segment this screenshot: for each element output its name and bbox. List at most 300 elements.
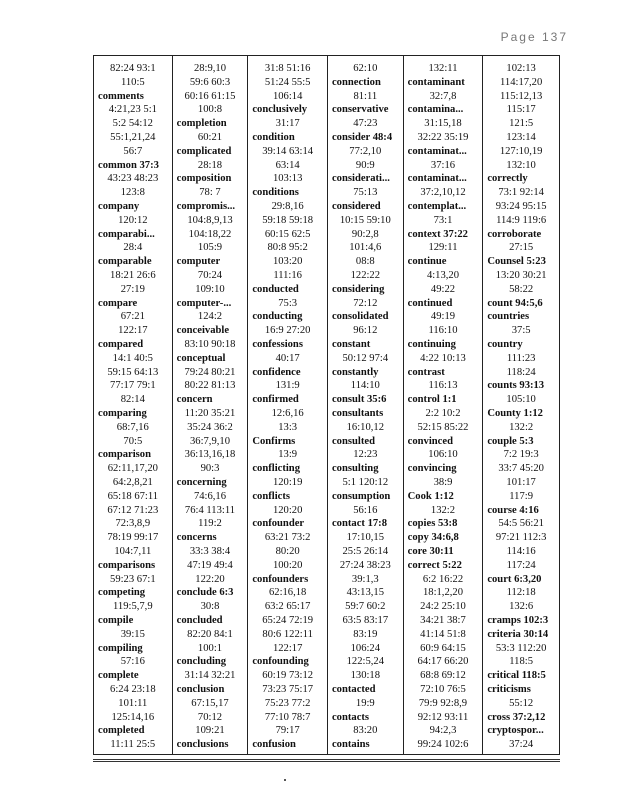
index-term: confidence — [252, 366, 301, 378]
index-term: contemplat... — [407, 201, 467, 212]
index-reference: 60:9 64:15 — [420, 642, 466, 654]
index-term: County 1:12 — [487, 408, 543, 419]
index-reference: 90:9 — [355, 159, 375, 171]
index-term: conclusion — [176, 684, 225, 695]
index-reference: 80:8 95:2 — [267, 242, 308, 254]
index-reference: 68:7,16 — [116, 421, 149, 433]
index-reference: 32:7,8 — [429, 90, 457, 102]
index-reference: 31:8 51:16 — [264, 63, 311, 74]
index-term: consulting — [331, 463, 379, 475]
index-column-5 — [404, 56, 484, 754]
index-term: contacted — [331, 684, 376, 695]
index-reference: 68:8 69:12 — [420, 670, 466, 682]
index-term: conditions — [252, 187, 299, 199]
index-term: contains — [331, 739, 370, 751]
index-term: criteria 30:14 — [487, 628, 549, 640]
index-reference: 82:14 — [120, 394, 145, 406]
index-term: confounding — [252, 656, 309, 668]
index-term: conceptual — [176, 352, 226, 364]
index-term: comparable — [98, 256, 152, 268]
index-reference: 6:2 16:22 — [422, 573, 464, 585]
index-term: complete — [98, 670, 139, 682]
index-reference: 78:19 99:17 — [107, 532, 159, 544]
index-reference: 96:12 — [353, 325, 378, 337]
index-reference: 28:18 — [197, 159, 223, 171]
index-reference: 11:20 35:21 — [184, 408, 236, 419]
index-reference: 130:18 — [350, 670, 381, 682]
index-reference: 28:9,10 — [193, 63, 227, 74]
index-column-2 — [173, 56, 249, 754]
scan-speck — [284, 779, 286, 781]
index-reference: 7:2 19:3 — [503, 449, 539, 461]
index-term: couple 5:3 — [487, 435, 534, 447]
index-term: contacts — [331, 711, 370, 723]
index-reference: 75:3 — [278, 297, 298, 309]
index-reference: 33:7 45:20 — [498, 463, 544, 475]
index-term: countries — [487, 311, 530, 323]
index-term: computer — [176, 256, 221, 268]
index-term: cryptospor... — [487, 725, 544, 737]
index-term: comparisons — [98, 559, 156, 571]
index-reference: 27:24 38:23 — [339, 559, 391, 571]
index-reference: 101:11 — [118, 697, 148, 709]
index-reference: 94:2,3 — [429, 725, 457, 737]
index-reference: 49:19 — [430, 311, 456, 323]
index-term: comparison — [98, 449, 151, 461]
index-reference: 117:24 — [506, 559, 536, 571]
index-term: constant — [331, 339, 371, 350]
index-reference: 65:24 72:19 — [262, 615, 314, 626]
index-reference: 67:12 71:23 — [107, 504, 159, 516]
index-reference: 47:19 49:4 — [187, 559, 233, 571]
index-reference: 56:7 — [123, 145, 143, 157]
index-term: country — [487, 339, 523, 350]
index-reference: 97:21 112:3 — [495, 532, 547, 544]
index-reference: 104:18,22 — [188, 228, 232, 240]
index-reference: 33:3 38:4 — [189, 546, 231, 557]
index-term: confounder — [252, 518, 305, 530]
index-reference: 100:20 — [272, 559, 303, 571]
index-reference: 13:9 — [278, 449, 298, 461]
index-reference: 4:13,20 — [426, 270, 460, 281]
index-reference: 115:12,13 — [500, 90, 543, 102]
index-reference: 100:8 — [197, 104, 223, 116]
index-reference: 57:16 — [120, 656, 145, 668]
index-reference: 19:9 — [355, 697, 375, 709]
index-reference: 70:5 — [123, 435, 143, 447]
index-reference: 106:24 — [350, 642, 381, 654]
index-term: contrast — [407, 366, 445, 378]
index-reference: 102:13 — [506, 63, 536, 74]
index-term: complicated — [176, 145, 232, 157]
index-reference: 08:8 — [355, 256, 375, 268]
index-reference: 25:5 26:14 — [342, 546, 389, 557]
index-reference: 90:2,8 — [351, 228, 379, 240]
index-reference: 67:21 — [120, 311, 145, 323]
index-reference: 77:17 79:1 — [110, 380, 156, 392]
index-term: counts 93:13 — [487, 380, 545, 392]
index-reference: 72:12 — [353, 297, 378, 309]
index-term: consult 35:6 — [331, 394, 387, 406]
index-reference: 73:23 75:17 — [262, 684, 314, 695]
index-reference: 18:1,2,20 — [422, 587, 463, 599]
index-reference: 117:9 — [509, 490, 534, 502]
index-reference: 116:13 — [428, 380, 458, 392]
index-reference: 70:24 — [197, 270, 223, 281]
index-term: count 94:5,6 — [487, 297, 543, 309]
index-term: competing — [98, 587, 146, 599]
index-reference: 132:11 — [428, 63, 458, 74]
index-term: connection — [331, 76, 381, 88]
index-term: consumption — [331, 490, 391, 502]
index-reference: 36:13,16,18 — [184, 449, 236, 461]
index-reference: 119:5,7,9 — [113, 601, 153, 613]
index-reference: 17:10,15 — [346, 532, 384, 544]
index-term: considering — [331, 283, 385, 295]
index-reference: 76:4 113:11 — [184, 504, 236, 516]
index-reference: 13:3 — [278, 421, 298, 433]
index-term: copies 53:8 — [407, 518, 458, 530]
index-term: continue — [407, 256, 447, 268]
index-reference: 80:20 — [275, 546, 300, 557]
index-reference: 55:1,21,24 — [110, 132, 156, 143]
index-reference: 92:12 93:11 — [417, 711, 469, 723]
index-reference: 132:6 — [509, 601, 534, 613]
index-term: criticisms — [487, 684, 531, 695]
index-term: Confirms — [252, 435, 296, 447]
index-reference: 127:10,19 — [499, 145, 543, 157]
index-reference: 63:14 — [275, 159, 300, 171]
index-reference: 4:22 10:13 — [420, 352, 466, 364]
index-reference: 60:19 73:12 — [262, 670, 314, 682]
index-term: compromis... — [176, 201, 236, 212]
index-reference: 115:17 — [506, 104, 536, 116]
index-reference: 51:24 55:5 — [264, 76, 311, 88]
index-column-6 — [483, 56, 559, 754]
index-reference: 50:12 97:4 — [342, 352, 389, 364]
index-reference: 132:10 — [506, 159, 536, 171]
index-reference: 59:15 64:13 — [107, 366, 159, 378]
index-term: conducted — [252, 283, 299, 295]
index-reference: 118:5 — [509, 656, 534, 668]
word-index-table — [93, 55, 560, 755]
index-reference: 59:18 59:18 — [262, 214, 314, 226]
page-number-label: Page 137 — [500, 30, 568, 44]
index-term: conclusively — [252, 104, 308, 116]
index-reference: 5:2 54:12 — [112, 118, 153, 130]
index-column-4 — [328, 56, 404, 754]
index-term: conservative — [331, 104, 389, 116]
index-term: comments — [98, 90, 144, 102]
index-reference: 93:24 95:15 — [495, 201, 547, 212]
index-reference: 52:15 85:22 — [417, 421, 469, 433]
index-reference: 10:15 59:10 — [339, 214, 391, 226]
index-reference: 32:22 35:19 — [417, 132, 469, 143]
index-term: computer-... — [176, 297, 232, 309]
index-reference: 16:10,12 — [346, 421, 384, 433]
index-reference: 39:1,3 — [351, 573, 379, 585]
index-reference: 73:1 — [433, 214, 453, 226]
index-reference: 63:5 83:17 — [342, 615, 389, 626]
index-reference: 30:8 — [200, 601, 220, 613]
index-reference: 47:23 — [353, 118, 378, 130]
index-reference: 114:17,20 — [500, 76, 543, 88]
index-reference: 75:23 77:2 — [264, 697, 311, 709]
index-term: contaminat... — [407, 173, 467, 185]
index-term: contaminant — [407, 76, 465, 88]
index-reference: 67:15,17 — [191, 697, 229, 709]
index-reference: 31:17 — [275, 118, 300, 130]
index-term: conclude 6:3 — [176, 587, 234, 599]
index-reference: 132:2 — [509, 421, 534, 433]
index-reference: 12:6,16 — [271, 408, 304, 419]
index-term: concluding — [176, 656, 227, 668]
index-term: composition — [176, 173, 232, 185]
index-reference: 55:12 — [509, 697, 534, 709]
index-reference: 123:8 — [120, 187, 145, 199]
index-term: conclusions — [176, 739, 229, 751]
index-reference: 124:2 — [197, 311, 223, 323]
index-term: court 6:3,20 — [487, 573, 542, 585]
index-term: correctly — [487, 173, 528, 185]
index-term: concerning — [176, 477, 227, 488]
index-reference: 131:9 — [275, 380, 300, 392]
index-term: Cook 1:12 — [407, 490, 454, 502]
index-reference: 28:4 — [123, 242, 143, 254]
index-reference: 121:5 — [509, 118, 534, 130]
index-reference: 2:2 10:2 — [425, 408, 461, 419]
index-term: contamina... — [407, 104, 464, 116]
index-term: constantly — [331, 366, 379, 378]
index-reference: 34:21 38:7 — [420, 615, 466, 626]
index-reference: 118:24 — [506, 366, 536, 378]
index-term: completed — [98, 725, 145, 737]
index-term: confessions — [252, 339, 303, 350]
index-reference: 16:9 27:20 — [264, 325, 311, 337]
index-reference: 116:10 — [428, 325, 458, 337]
index-reference: 99:24 102:6 — [417, 739, 469, 751]
index-reference: 114:9 119:6 — [496, 214, 547, 226]
index-reference: 90:3 — [200, 463, 220, 475]
index-reference: 122:22 — [350, 270, 381, 281]
index-reference: 79:24 80:21 — [184, 366, 236, 378]
index-reference: 80:6 122:11 — [262, 628, 313, 640]
index-reference: 31:15,18 — [424, 118, 462, 130]
index-reference: 24:2 25:10 — [420, 601, 466, 613]
index-reference: 41:14 51:8 — [420, 628, 466, 640]
index-term: consider 48:4 — [331, 132, 393, 143]
index-reference: 114:16 — [506, 546, 536, 557]
index-reference: 83:10 90:18 — [184, 339, 236, 350]
footer-rule — [93, 759, 560, 762]
index-reference: 62:11,17,20 — [107, 463, 158, 475]
index-term: course 4:16 — [487, 504, 539, 516]
index-term: cramps 102:3 — [487, 615, 549, 626]
index-reference: 78: 7 — [199, 187, 221, 199]
index-term: company — [98, 201, 140, 212]
index-term: convincing — [407, 463, 457, 475]
index-reference: 120:20 — [272, 504, 303, 516]
index-reference: 40:17 — [275, 352, 300, 364]
index-reference: 64:2,8,21 — [112, 477, 153, 488]
index-reference: 112:18 — [506, 587, 536, 599]
index-reference: 120:12 — [118, 214, 148, 226]
index-reference: 18:21 26:6 — [110, 270, 156, 281]
index-reference: 72:3,8,9 — [115, 518, 151, 530]
index-reference: 56:16 — [353, 504, 378, 516]
index-reference: 60:21 — [197, 132, 223, 143]
index-term: contact 17:8 — [331, 518, 387, 530]
index-reference: 129:11 — [428, 242, 458, 254]
index-term: core 30:11 — [407, 546, 454, 557]
index-reference: 64:17 66:20 — [417, 656, 469, 668]
index-reference: 82:24 93:1 — [110, 63, 156, 74]
index-reference: 49:22 — [430, 283, 456, 295]
index-reference: 59:7 60:2 — [345, 601, 386, 613]
index-term: concern — [176, 394, 213, 406]
index-reference: 31:14 32:21 — [184, 670, 236, 682]
index-column-3 — [248, 56, 328, 754]
index-term: correct 5:22 — [407, 559, 462, 571]
index-reference: 54:5 56:21 — [498, 518, 544, 530]
index-term: conducting — [252, 311, 303, 323]
index-reference: 81:11 — [353, 90, 378, 102]
index-reference: 35:24 36:2 — [187, 421, 233, 433]
index-reference: 106:10 — [428, 449, 458, 461]
index-reference: 83:19 — [353, 628, 378, 640]
index-term: completion — [176, 118, 227, 130]
index-term: considerati... — [331, 173, 390, 185]
index-reference: 65:18 67:11 — [107, 490, 159, 502]
index-term: confirmed — [252, 394, 299, 406]
index-reference: 77:2,10 — [349, 145, 382, 157]
index-term: corroborate — [487, 228, 542, 240]
index-reference: 12:23 — [353, 449, 378, 461]
index-term: consulted — [331, 435, 375, 447]
index-reference: 79:17 — [275, 725, 300, 737]
index-column-1 — [94, 56, 173, 754]
index-reference: 120:19 — [272, 477, 303, 488]
index-reference: 83:20 — [353, 725, 378, 737]
index-reference: 103:13 — [272, 173, 303, 185]
index-reference: 104:8,9,13 — [187, 214, 233, 226]
index-term: continuing — [407, 339, 456, 350]
index-reference: 106:14 — [272, 90, 303, 102]
index-term: considered — [331, 201, 381, 212]
index-reference: 37:24 — [509, 739, 534, 751]
index-reference: 60:15 62:5 — [264, 228, 311, 240]
index-term: continued — [407, 297, 453, 309]
index-term: conflicting — [252, 463, 300, 475]
index-term: critical 118:5 — [487, 670, 546, 682]
index-reference: 109:21 — [195, 725, 225, 737]
index-term: concerns — [176, 532, 217, 544]
index-reference: 5:1 120:12 — [342, 477, 389, 488]
index-reference: 43:13,15 — [346, 587, 384, 599]
index-reference: 59:23 67:1 — [110, 573, 156, 585]
index-reference: 63:21 73:2 — [264, 532, 311, 544]
index-reference: 13:20 30:21 — [495, 270, 547, 281]
index-reference: 72:10 76:5 — [420, 684, 466, 695]
index-reference: 132:2 — [430, 504, 456, 516]
index-term: comparing — [98, 408, 147, 419]
index-reference: 111:23 — [506, 352, 536, 364]
index-term: consultants — [331, 408, 384, 419]
index-reference: 104:7,11 — [114, 546, 152, 557]
index-reference: 79:9 92:8,9 — [418, 697, 468, 709]
index-reference: 27:19 — [120, 283, 145, 295]
index-reference: 4:21,23 5:1 — [108, 104, 157, 116]
index-reference: 122:17 — [118, 325, 148, 337]
index-reference: 62:16,18 — [268, 587, 307, 599]
index-reference: 100:1 — [197, 642, 223, 654]
index-term: common 37:3 — [98, 159, 159, 171]
index-reference: 39:15 — [120, 628, 145, 640]
index-reference: 43:23 48:23 — [107, 173, 159, 185]
index-reference: 53:3 112:20 — [495, 642, 547, 654]
index-reference: 82:20 84:1 — [187, 628, 233, 640]
index-reference: 122:5,24 — [346, 656, 384, 668]
index-reference: 37:16 — [430, 159, 456, 171]
index-reference: 27:15 — [509, 242, 534, 254]
index-term: confounders — [252, 573, 309, 585]
index-reference: 39:14 63:14 — [262, 145, 314, 157]
index-reference: 60:16 61:15 — [184, 90, 236, 102]
index-reference: 77:10 78:7 — [264, 711, 311, 723]
index-reference: 101:4,6 — [349, 242, 382, 254]
index-term: conflicts — [252, 490, 290, 502]
index-reference: 73:1 92:14 — [498, 187, 544, 199]
index-term: confusion — [252, 739, 296, 751]
index-reference: 125:14,16 — [111, 711, 155, 723]
index-reference: 58:22 — [509, 283, 534, 295]
index-term: compared — [98, 339, 144, 350]
index-reference: 59:6 60:3 — [189, 76, 231, 88]
index-reference: 11:11 25:5 — [110, 739, 156, 751]
index-reference: 110:5 — [120, 76, 145, 88]
index-term: convinced — [407, 435, 453, 447]
index-reference: 80:22 81:13 — [184, 380, 236, 392]
index-reference: 101:17 — [506, 477, 536, 488]
index-reference: 14:1 40:5 — [112, 352, 153, 364]
index-reference: 38:9 — [433, 477, 453, 488]
index-reference: 109:10 — [195, 283, 225, 295]
index-reference: 123:14 — [506, 132, 536, 143]
index-term: copy 34:6,8 — [407, 532, 459, 544]
index-reference: 111:16 — [273, 270, 302, 281]
index-reference: 103:20 — [272, 256, 303, 268]
index-reference: 119:2 — [198, 518, 222, 530]
index-term: Counsel 5:23 — [487, 256, 546, 268]
index-reference: 63:2 65:17 — [264, 601, 311, 613]
index-term: conceivable — [176, 325, 230, 337]
index-reference: 36:7,9,10 — [189, 435, 230, 447]
index-term: condition — [252, 132, 295, 143]
index-reference: 6:24 23:18 — [110, 684, 156, 695]
index-reference: 37:5 — [511, 325, 531, 337]
index-term: compare — [98, 297, 138, 309]
index-term: contaminat... — [407, 145, 467, 157]
index-term: context 37:22 — [407, 228, 468, 240]
index-reference: 37:2,10,12 — [420, 187, 466, 199]
index-reference: 70:12 — [197, 711, 223, 723]
index-reference: 122:20 — [195, 573, 225, 585]
index-reference: 62:10 — [353, 63, 378, 74]
index-reference: 114:10 — [350, 380, 380, 392]
index-term: consolidated — [331, 311, 389, 323]
index-term: concluded — [176, 615, 223, 626]
index-reference: 105:9 — [197, 242, 223, 254]
